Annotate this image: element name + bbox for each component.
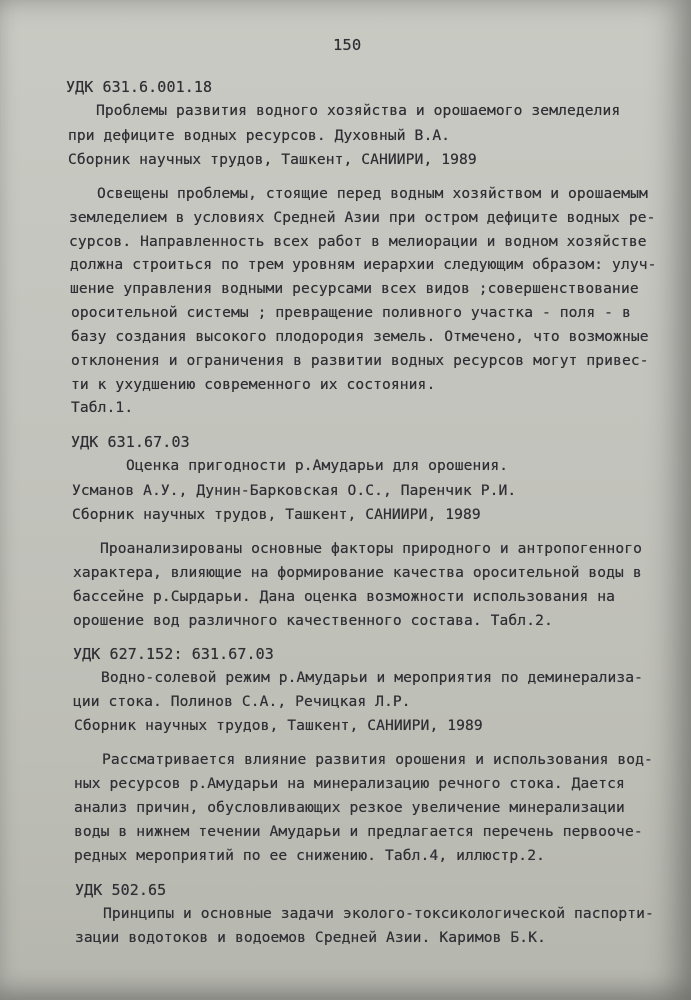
abstract-line: орошение вод различного качественного состава. Табл.2. <box>73 612 553 629</box>
entry-title-line: Принципы и основные задачи эколого-токсикологической паспорти- <box>103 905 654 922</box>
entry-title-line: Водно-солевой режим р.Амударьи и мероприятия по деминерализа- <box>101 669 644 686</box>
abstract-line: базу создания высокого плодородия земель. Отмечено, что возможные <box>71 328 649 345</box>
abstract-line: сурсов. Направленность всех работ в мелиорации и водном хозяйстве <box>69 233 647 250</box>
table-note: Табл.1. <box>71 399 134 416</box>
abstract-line: ти к ухудшению современного их состояния. <box>71 376 436 393</box>
abstract-line: должна строиться по трем уровням иерархии следующим образом: улуч- <box>70 256 657 273</box>
udk-code: УДК 631.67.03 <box>71 433 190 451</box>
entry-authors-line: Усманов А.У., Дунин-Барковская О.С., Паренчик Р.И. <box>72 482 517 499</box>
abstract-line: отклонения и ограничения в развитии водных ресурсов могут привес- <box>71 352 649 369</box>
abstract-line: шение управления водными ресурсами всех видов ;совершенствование <box>70 280 639 297</box>
udk-code: УДК 502.65 <box>75 881 167 899</box>
abstract-line: Проанализированы основные факторы природного и антропогенного <box>100 540 643 557</box>
page-number: 150 <box>333 36 362 54</box>
abstract-line: бассейне р.Сырдарьи. Дана оценка возможности использования на <box>73 588 616 605</box>
entry-source-line: Сборник научных трудов, Ташкент, САНИИРИ, 1989 <box>74 717 483 734</box>
entry-title-line: Оценка пригодности р.Амударьи для орошения. <box>126 457 509 474</box>
abstract-line: анализ причин, обусловливающих резкое увеличение минерализации <box>74 799 625 816</box>
abstract-line: редных мероприятий по ее снижению. Табл.4, иллюстр.2. <box>74 847 545 864</box>
entry-title-line: Проблемы развития водного хозяйства и орошаемого земледелия <box>96 102 621 119</box>
abstract-line: воды в нижнем течении Амударьи и предлагается перечень первооче- <box>74 823 643 840</box>
abstract-line: земледелием в условиях Средней Азии при остром дефиците водных ре- <box>69 209 656 226</box>
udk-code: УДК 631.6.001.18 <box>66 78 213 96</box>
udk-code: УДК 627.152: 631.67.03 <box>73 645 274 663</box>
abstract-line: ных ресурсов р.Амударьи на минерализацию речного стока. Дается <box>74 775 625 792</box>
abstract-line: Освещены проблемы, стоящие перед водным хозяйством и орошаемым <box>97 185 648 202</box>
abstract-line: характера, влияющие на формирование качества оросительной воды в <box>73 564 642 581</box>
entry-source-line: Сборник научных трудов, Ташкент, САНИИРИ, 1989 <box>68 151 477 168</box>
entry-title-line: при дефиците водных ресурсов. Духовный В.А. <box>68 127 451 144</box>
entry-authors-line: ции стока. Полинов С.А., Речицкая Л.Р. <box>73 693 411 710</box>
abstract-line: оросительной системы ; превращение поливного участка - поля - в <box>71 304 631 321</box>
entry-title-line: зации водотоков и водоемов Средней Азии. Каримов Б.К. <box>75 929 546 946</box>
abstract-line: Рассматривается влияние развития орошения и использования вод- <box>102 751 653 768</box>
entry-source-line: Сборник научных трудов, Ташкент, САНИИРИ, 1989 <box>72 506 481 523</box>
